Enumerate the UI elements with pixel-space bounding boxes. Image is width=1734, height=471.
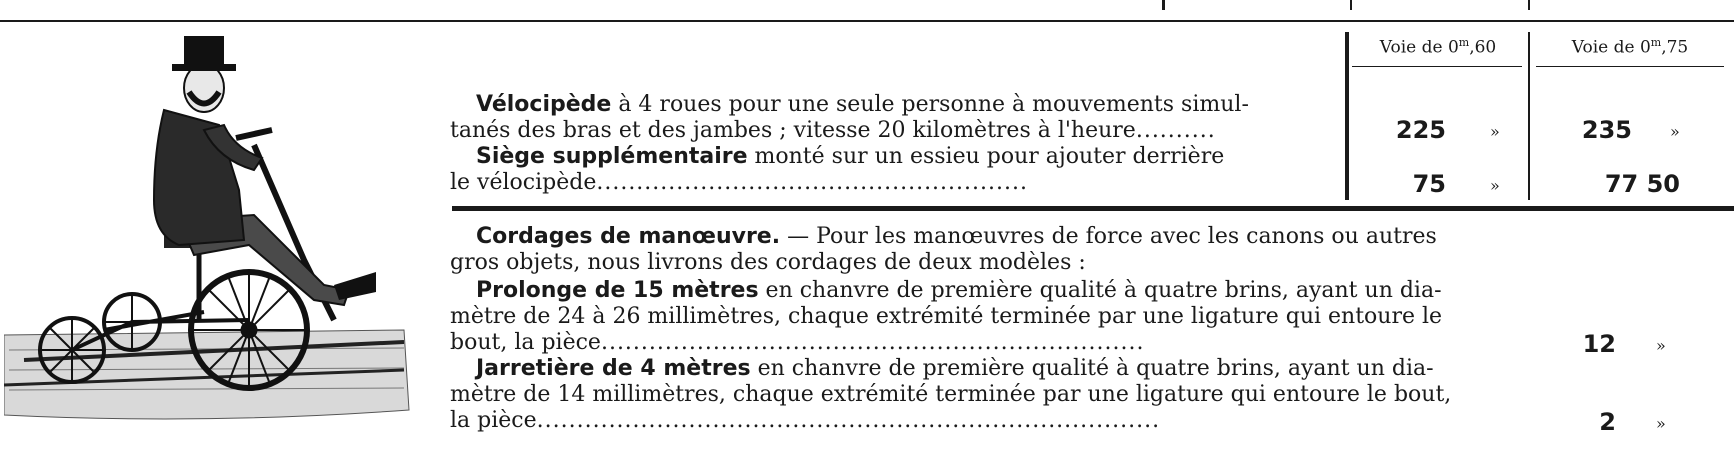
column-header-underline-60 — [1352, 66, 1522, 67]
prolonge-line-1: Prolonge de 15 mètres en chanvre de première qualité à quatre brins, ayant un dia- — [476, 278, 1442, 303]
top-tick-3 — [1528, 0, 1530, 10]
velocipede-price-75: 235 — [1581, 116, 1632, 144]
jarretiere-line-3: la pièce.............................................................................. — [450, 408, 1161, 433]
siege-name: Siège supplémentaire — [476, 144, 748, 169]
column-header-60: Voie de 0$^m$,60 — [1379, 36, 1497, 58]
cordages-line-1: Cordages de manœuvre. — Pour les manœuvres de force avec les canons ou autres — [476, 224, 1437, 249]
top-tick-2 — [1350, 0, 1352, 10]
prolonge-line-2: mètre de 24 à 26 millimètres, chaque extrémité terminée par une ligature qui entoure le — [450, 304, 1443, 329]
prolonge-line-3: bout, la pièce.................................................................... — [450, 330, 1145, 355]
section-separator — [452, 206, 1734, 211]
col-divider-right — [1528, 32, 1530, 200]
jarretiere-mark: » — [1656, 414, 1666, 433]
jarretiere-line-2: mètre de 14 millimètres, chaque extrémité terminée par une ligature qui entoure le bout, — [450, 382, 1452, 407]
siege-line-2: le vélocipède...................................................... — [450, 170, 1028, 195]
jarretiere-price: 2 — [1599, 408, 1616, 436]
prolonge-mark: » — [1656, 336, 1666, 355]
siege-line-1: Siège supplémentaire monté sur un essieu pour ajouter derrière — [476, 144, 1225, 169]
cordages-title: Cordages de manœuvre. — [476, 224, 781, 249]
top-rule — [0, 20, 1734, 22]
jarretiere-name: Jarretière de 4 mètres — [476, 356, 751, 381]
prolonge-price: 12 — [1582, 330, 1616, 358]
column-header-underline-75 — [1536, 66, 1724, 67]
velocipede-line-2: tanés des bras et des jambes ; vitesse 20 kilomètres à l'heure.......... — [450, 118, 1216, 143]
top-tick-1 — [1162, 0, 1165, 10]
col-divider-left — [1345, 32, 1349, 200]
velocipede-name: Vélocipède — [476, 92, 612, 117]
siege-price-60: 75 — [1412, 170, 1446, 198]
prolonge-name: Prolonge de 15 mètres — [476, 278, 759, 303]
siege-mark-60: » — [1490, 176, 1500, 195]
cordages-line-2: gros objets, nous livrons des cordages de deux modèles : — [450, 250, 1086, 275]
column-header-75: Voie de 0$^m$,75 — [1571, 36, 1689, 58]
jarretiere-line-1: Jarretière de 4 mètres en chanvre de première qualité à quatre brins, ayant un dia- — [476, 356, 1434, 381]
velocipede-line-1: Vélocipède à 4 roues pour une seule personne à mouvements simul- — [476, 92, 1249, 117]
siege-price-75: 77 50 — [1604, 170, 1680, 198]
velocipede-illustration — [4, 30, 416, 440]
velocipede-price-60: 225 — [1395, 116, 1446, 144]
velocipede-mark-75: » — [1670, 122, 1680, 141]
velocipede-mark-60: » — [1490, 122, 1500, 141]
